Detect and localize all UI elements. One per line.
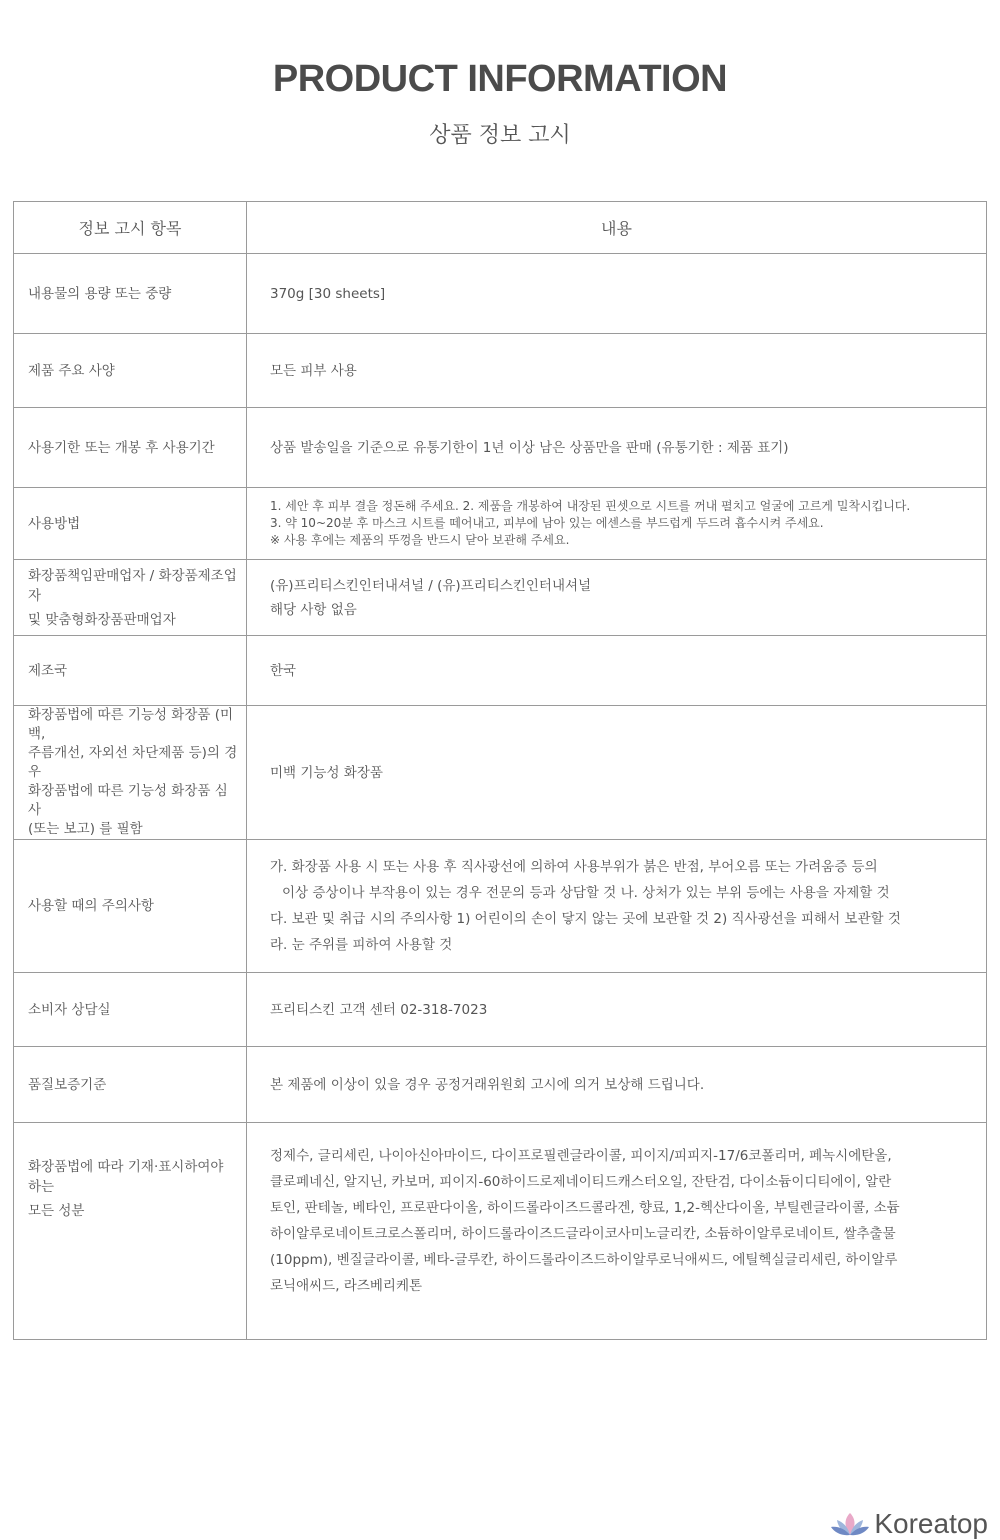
row-content: 프리티스킨 고객 센터 02-318-7023 — [247, 973, 987, 1047]
row-content: 모든 피부 사용 — [247, 334, 987, 408]
brand-logo-text: Koreatop — [874, 1508, 988, 1539]
table-row — [14, 560, 987, 636]
row-content: 본 제품에 이상이 있을 경우 공정거래위원회 고시에 의거 보상해 드립니다. — [247, 1047, 987, 1123]
table-header-row — [14, 202, 987, 254]
row-content: 미백 기능성 화장품 — [247, 706, 987, 840]
row-label: 제조국 — [14, 636, 247, 706]
table-row — [14, 1047, 987, 1123]
row-label: 화장품법에 따라 기재·표시하여야 하는 모든 성분 — [14, 1123, 247, 1340]
brand-logo — [830, 1508, 988, 1540]
table-row — [14, 488, 987, 560]
row-content: 상품 발송일을 기준으로 유통기한이 1년 이상 남은 상품만을 판매 (유통기한 : 제품 표기) — [247, 408, 987, 488]
row-label: 화장품법에 따른 기능성 화장품 (미백, 주름개선, 자외선 차단제품 등)의 경우 화장품법에 따른 기능성 화장품 심사 (또는 보고) 를 필함 — [14, 706, 247, 840]
table-row — [14, 1123, 987, 1340]
table-row — [14, 334, 987, 408]
row-label: 품질보증기준 — [14, 1047, 247, 1123]
row-content: (유)프리티스킨인터내셔널 / (유)프리티스킨인터내셔널 해당 사항 없음 — [247, 560, 987, 636]
row-label: 내용물의 용량 또는 중량 — [14, 254, 247, 334]
row-label: 화장품책임판매업자 / 화장품제조업자 및 맞춤형화장품판매업자 — [14, 560, 247, 636]
row-content: 정제수, 글리세린, 나이아신아마이드, 다이프로필렌글라이콜, 피이지/피피지-17/6코폴리머, 페녹시에탄올, 클로페네신, 알지닌, 카보머, 피이지-60하이드로제네이티드캐스터오일, 잔탄검, 다이소듐이디티에이, 알란 토인, 판테놀, 베타인, 프로판다이올, 하이드롤라이즈드콜라겐, 향료, 1,2-헥산다이올, 부틸렌글라이콜, 소듐 하이알루로네이트크로스폴리머, 하이드롤라이즈드글라이코사미노글리칸, 소듐하이알루로네이트, 쌀추출물 (10ppm), 벤질글라이콜, 베타-글루칸, 하이드롤라이즈드하이알루로닉애씨드, 에틸헥실글리세린, 하이알루 로닉애씨드, 라즈베리케톤 — [247, 1123, 987, 1340]
row-label: 사용기한 또는 개봉 후 사용기간 — [14, 408, 247, 488]
lotus-icon — [830, 1511, 870, 1537]
table-row — [14, 408, 987, 488]
table-row — [14, 636, 987, 706]
row-content: 1. 세안 후 피부 결을 정돈해 주세요. 2. 제품을 개봉하여 내장된 핀셋으로 시트를 꺼내 펼치고 얼굴에 고르게 밀착시킵니다. 3. 약 10~20분 후 마스크 시트를 떼어내고, 피부에 남아 있는 에센스를 부드럽게 두드려 흡수시켜 주세요. ※ 사용 후에는 제품의 뚜껑을 반드시 닫아 보관해 주세요. — [247, 488, 987, 560]
product-info-table — [13, 201, 987, 1340]
table-row — [14, 840, 987, 973]
page-subtitle: 상품 정보 고시 — [429, 123, 571, 148]
row-content: 한국 — [247, 636, 987, 706]
column-header-item: 정보 고시 항목 — [14, 202, 247, 254]
row-label: 소비자 상담실 — [14, 973, 247, 1047]
row-label: 사용방법 — [14, 488, 247, 560]
row-label: 제품 주요 사양 — [14, 334, 247, 408]
table-row — [14, 254, 987, 334]
page-title: PRODUCT INFORMATION — [272, 58, 728, 100]
row-label: 사용할 때의 주의사항 — [14, 840, 247, 973]
column-header-content: 내용 — [247, 202, 987, 254]
table-row — [14, 706, 987, 840]
row-content: 370g [30 sheets] — [247, 254, 987, 334]
table-row — [14, 973, 987, 1047]
row-content: 가. 화장품 사용 시 또는 사용 후 직사광선에 의하여 사용부위가 붉은 반점, 부어오름 또는 가려움증 등의 이상 증상이나 부작용이 있는 경우 전문의 등과 상담할 것 나. 상처가 있는 부위 등에는 사용을 자제할 것 다. 보관 및 취급 시의 주의사항 1) 어린이의 손이 닿지 않는 곳에 보관할 것 2) 직사광선을 피해서 보관할 것 라. 눈 주위를 피하여 사용할 것 — [247, 840, 987, 973]
